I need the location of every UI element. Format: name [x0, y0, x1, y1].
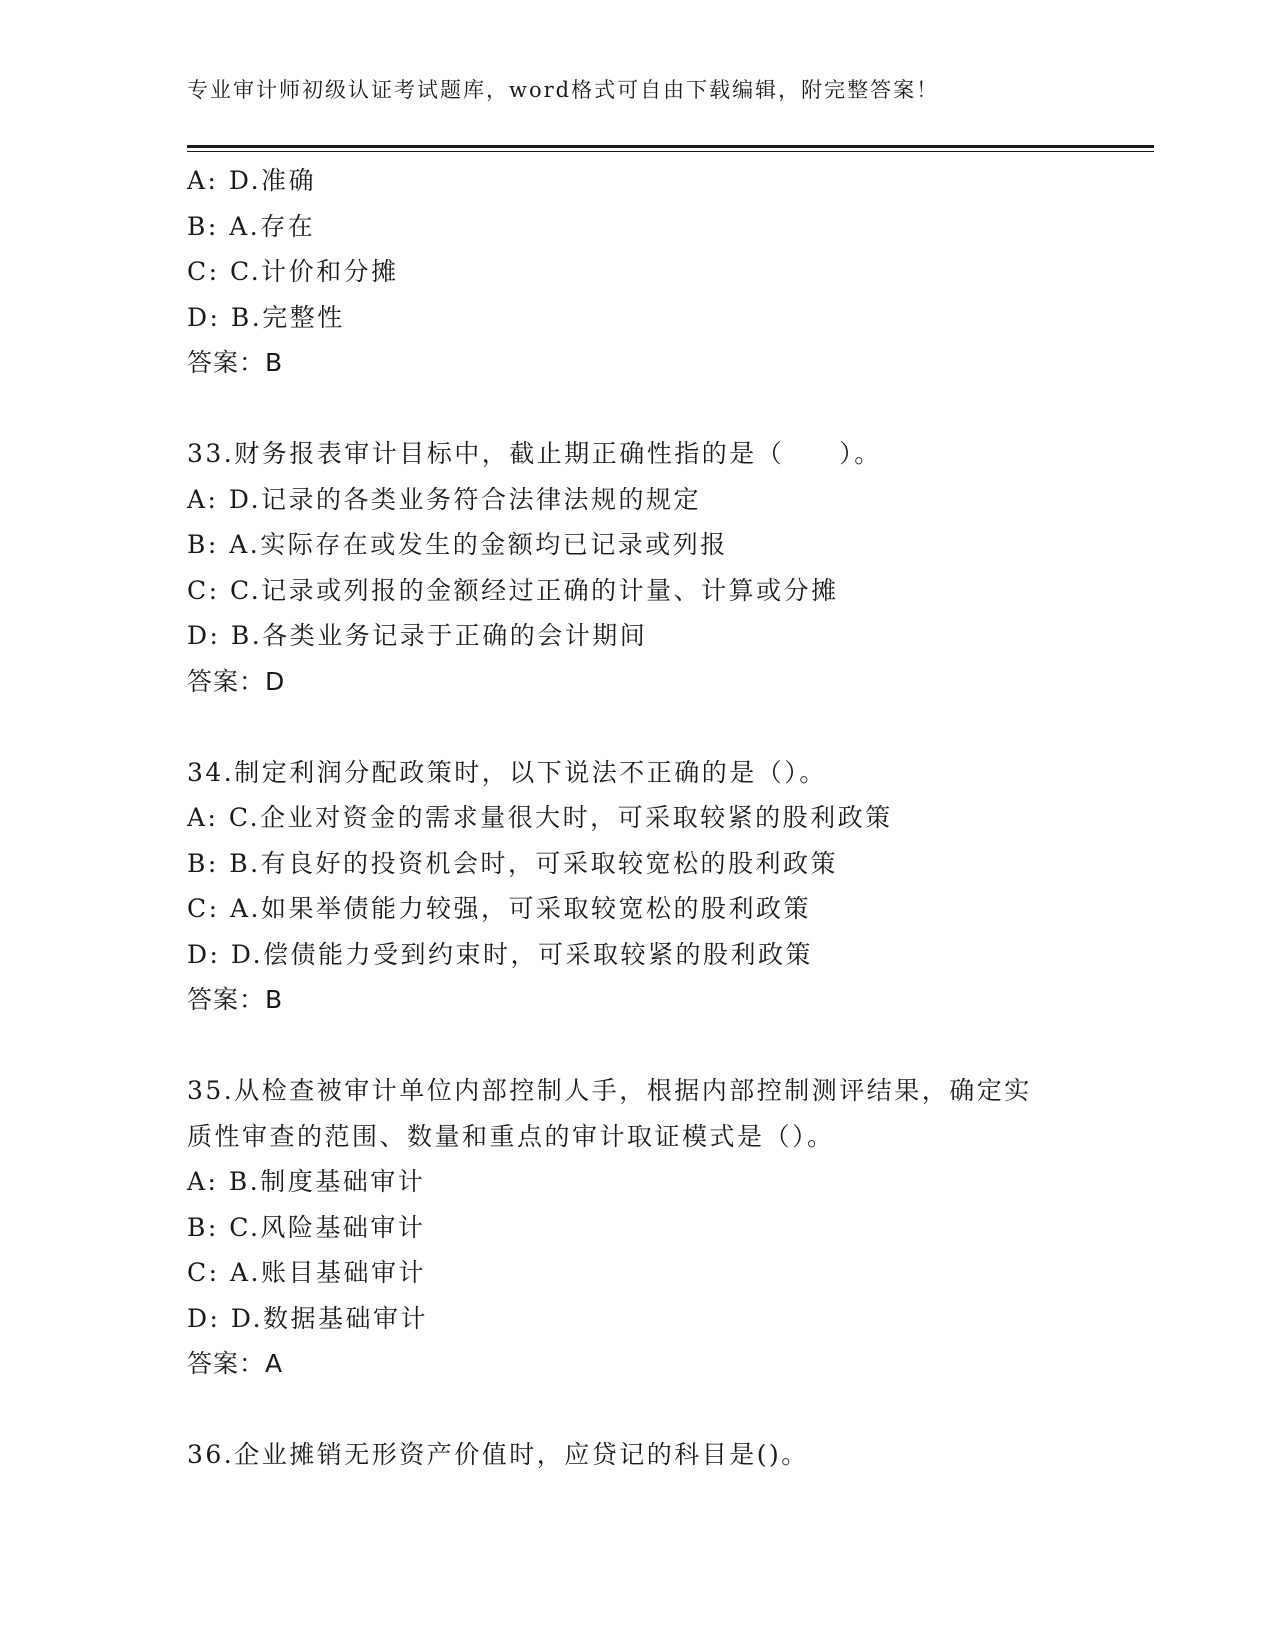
question-36-block — [187, 1432, 1087, 1478]
spacer — [187, 386, 1087, 432]
spacer — [187, 704, 1087, 750]
option-a: A: C.企业对资金的需求量很大时，可采取较紧的股利政策 — [187, 803, 893, 832]
document-body — [187, 158, 1087, 1478]
header-rule-thick — [187, 145, 1154, 148]
question-stem-line-1: 35.从检查被审计单位内部控制人手，根据内部控制测评结果，确定实 — [187, 1076, 1032, 1105]
answer-line: 答案：B — [187, 985, 284, 1014]
option-c: C: A.如果举债能力较强，可采取较宽松的股利政策 — [187, 894, 812, 923]
question-35-block — [187, 1068, 1087, 1387]
page-header: 专业审计师初级认证考试题库，word格式可自由下载编辑，附完整答案！ — [187, 78, 940, 102]
spacer — [187, 1023, 1087, 1069]
question-32-block — [187, 158, 1087, 386]
option-b: B: A.存在 — [187, 211, 316, 241]
option-d: D: B.各类业务记录于正确的会计期间 — [187, 621, 648, 650]
option-c: C: A.账目基础审计 — [187, 1258, 426, 1287]
answer-line: 答案：B — [187, 348, 284, 377]
question-stem: 34.制定利润分配政策时，以下说法不正确的是（）。 — [187, 757, 827, 787]
option-c: C: C.记录或列报的金额经过正确的计量、计算或分摊 — [187, 575, 839, 605]
option-b: B: C.风险基础审计 — [187, 1212, 426, 1242]
option-b: B: A.实际存在或发生的金额均已记录或列报 — [187, 530, 728, 559]
spacer — [187, 1387, 1087, 1433]
option-a: A: D.准确 — [187, 166, 317, 195]
option-d: D: D.数据基础审计 — [187, 1303, 429, 1333]
answer-line: 答案：D — [187, 666, 286, 696]
header-rule-thin — [187, 151, 1154, 152]
option-d: D: D.偿债能力受到约束时，可采取较紧的股利政策 — [187, 939, 814, 969]
question-33-block — [187, 431, 1087, 704]
option-a: A: D.记录的各类业务符合法律法规的规定 — [187, 484, 702, 514]
option-a: A: B.制度基础审计 — [187, 1167, 426, 1196]
answer-line: 答案：A — [187, 1349, 284, 1378]
question-stem: 33.财务报表审计目标中，截止期正确性指的是（ ）。 — [187, 439, 882, 468]
option-b: B: B.有良好的投资机会时，可采取较宽松的股利政策 — [187, 848, 839, 878]
question-34-block — [187, 750, 1087, 1023]
option-c: C: C.计价和分摊 — [187, 257, 399, 286]
question-stem-line-2: 质性审查的范围、数量和重点的审计取证模式是（）。 — [187, 1121, 835, 1151]
option-d: D: B.完整性 — [187, 302, 345, 332]
question-stem: 36.企业摊销无形资产价值时，应贷记的科目是()。 — [187, 1440, 809, 1469]
